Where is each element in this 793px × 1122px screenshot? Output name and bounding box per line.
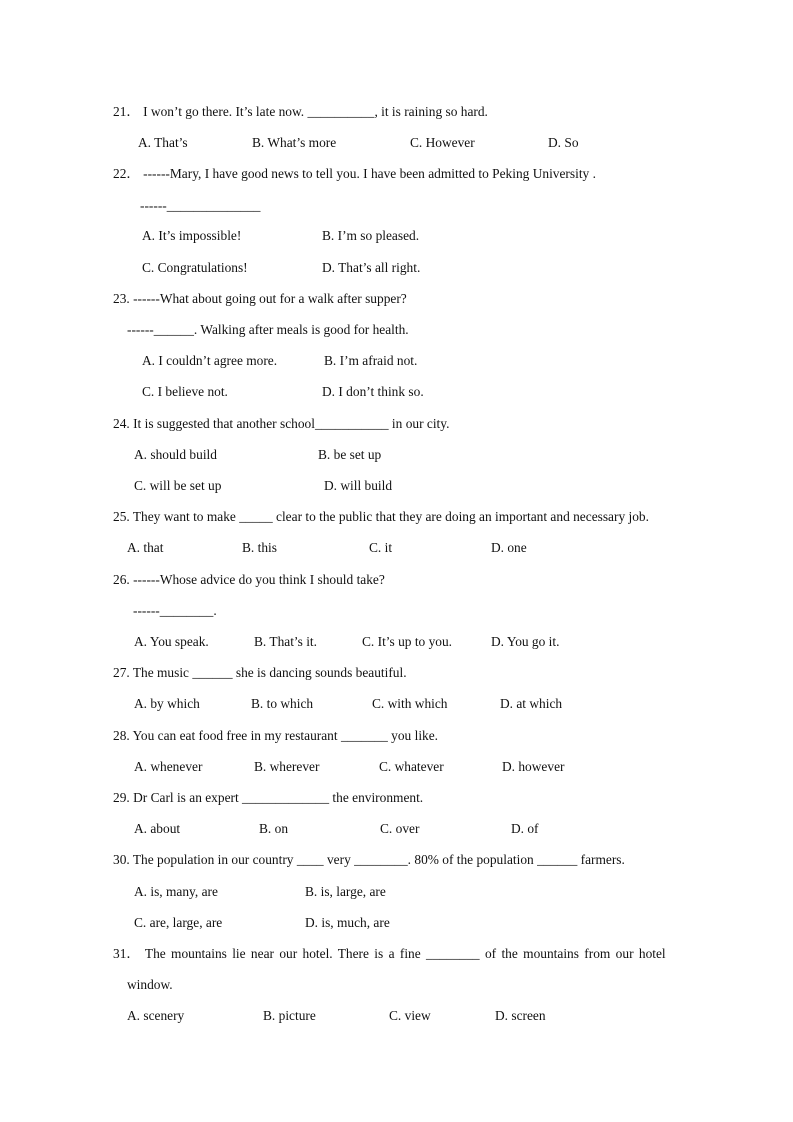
question-26-option-c: C. It’s up to you.	[362, 634, 453, 649]
question-26-reply: ------________.	[133, 603, 217, 618]
question-24-option-b: B. be set up	[318, 447, 382, 462]
question-29-option-b: B. on	[259, 821, 289, 836]
question-31-stem: 31． The mountains lie near our hotel. There is a fine ________ of the mountains from our hotel	[113, 946, 666, 961]
question-25-stem: 25. They want to make _____ clear to the public that they are doing an important and necessary job.	[113, 509, 649, 524]
question-30-option-b: B. is, large, are	[305, 884, 386, 899]
question-21-option-d: D. So	[548, 135, 579, 150]
question-29-option-a: A. about	[134, 821, 181, 836]
question-22-reply: ------______________	[140, 198, 261, 213]
question-25-option-b: B. this	[242, 540, 277, 555]
question-27-option-b: B. to which	[251, 696, 314, 711]
question-24-option-d: D. will build	[324, 478, 393, 493]
question-30-stem: 30. The population in our country ____ very ________. 80% of the population ______ farmers.	[113, 852, 625, 867]
question-21-option-c: C. However	[410, 135, 475, 150]
question-24-option-c: C. will be set up	[134, 478, 222, 493]
question-31-option-b: B. picture	[263, 1008, 316, 1023]
question-27-option-c: C. with which	[372, 696, 448, 711]
question-27-stem: 27. The music ______ she is dancing sounds beautiful.	[113, 665, 407, 680]
question-22-option-b: B. I’m so pleased.	[322, 228, 420, 243]
question-27-option-a: A. by which	[134, 696, 200, 711]
question-24-option-a: A. should build	[134, 447, 217, 462]
question-25-option-a: A. that	[127, 540, 164, 555]
question-27-option-d: D. at which	[500, 696, 563, 711]
question-30-option-c: C. are, large, are	[134, 915, 223, 930]
question-31-option-d: D. screen	[495, 1008, 546, 1023]
question-31-option-c: C. view	[389, 1008, 431, 1023]
question-22-stem: 22． ------Mary, I have good news to tell you. I have been admitted to Peking University .	[113, 166, 596, 181]
question-26-option-b: B. That’s it.	[254, 634, 317, 649]
question-29-option-c: C. over	[380, 821, 420, 836]
question-31-option-a: A. scenery	[127, 1008, 185, 1023]
question-23-option-c: C. I believe not.	[142, 384, 228, 399]
question-28-option-c: C. whatever	[379, 759, 444, 774]
question-23-option-b: B. I’m afraid not.	[324, 353, 418, 368]
question-21-option-b: B. What’s more	[252, 135, 337, 150]
question-22-option-c: C. Congratulations!	[142, 260, 248, 275]
question-30-option-a: A. is, many, are	[134, 884, 218, 899]
question-25-option-d: D. one	[491, 540, 527, 555]
question-29-option-d: D. of	[511, 821, 539, 836]
question-26-stem: 26. ------Whose advice do you think I should take?	[113, 572, 385, 587]
question-30-option-d: D. is, much, are	[305, 915, 390, 930]
question-28-option-b: B. wherever	[254, 759, 320, 774]
question-22-option-a: A. It’s impossible!	[142, 228, 242, 243]
question-24-stem: 24. It is suggested that another school___________ in our city.	[113, 416, 450, 431]
question-21-option-a: A. That’s	[138, 135, 188, 150]
question-26-option-d: D. You go it.	[491, 634, 560, 649]
question-23-stem: 23. ------What about going out for a walk after supper?	[113, 291, 407, 306]
question-29-stem: 29. Dr Carl is an expert _____________ the environment.	[113, 790, 424, 805]
question-21-stem: 21． I won’t go there. It’s late now. __________, it is raining so hard.	[113, 104, 488, 119]
question-23-reply: ------______. Walking after meals is good for health.	[127, 322, 409, 337]
question-28-option-a: A. whenever	[134, 759, 203, 774]
question-28-option-d: D. however	[502, 759, 565, 774]
question-22-option-d: D. That’s all right.	[322, 260, 421, 275]
question-23-option-d: D. I don’t think so.	[322, 384, 424, 399]
question-25-option-c: C. it	[369, 540, 393, 555]
question-28-stem: 28. You can eat food free in my restaurant _______ you like.	[113, 728, 439, 743]
question-31-stem-continued: window.	[127, 977, 173, 992]
question-26-option-a: A. You speak.	[134, 634, 209, 649]
question-23-option-a: A. I couldn’t agree more.	[142, 353, 278, 368]
